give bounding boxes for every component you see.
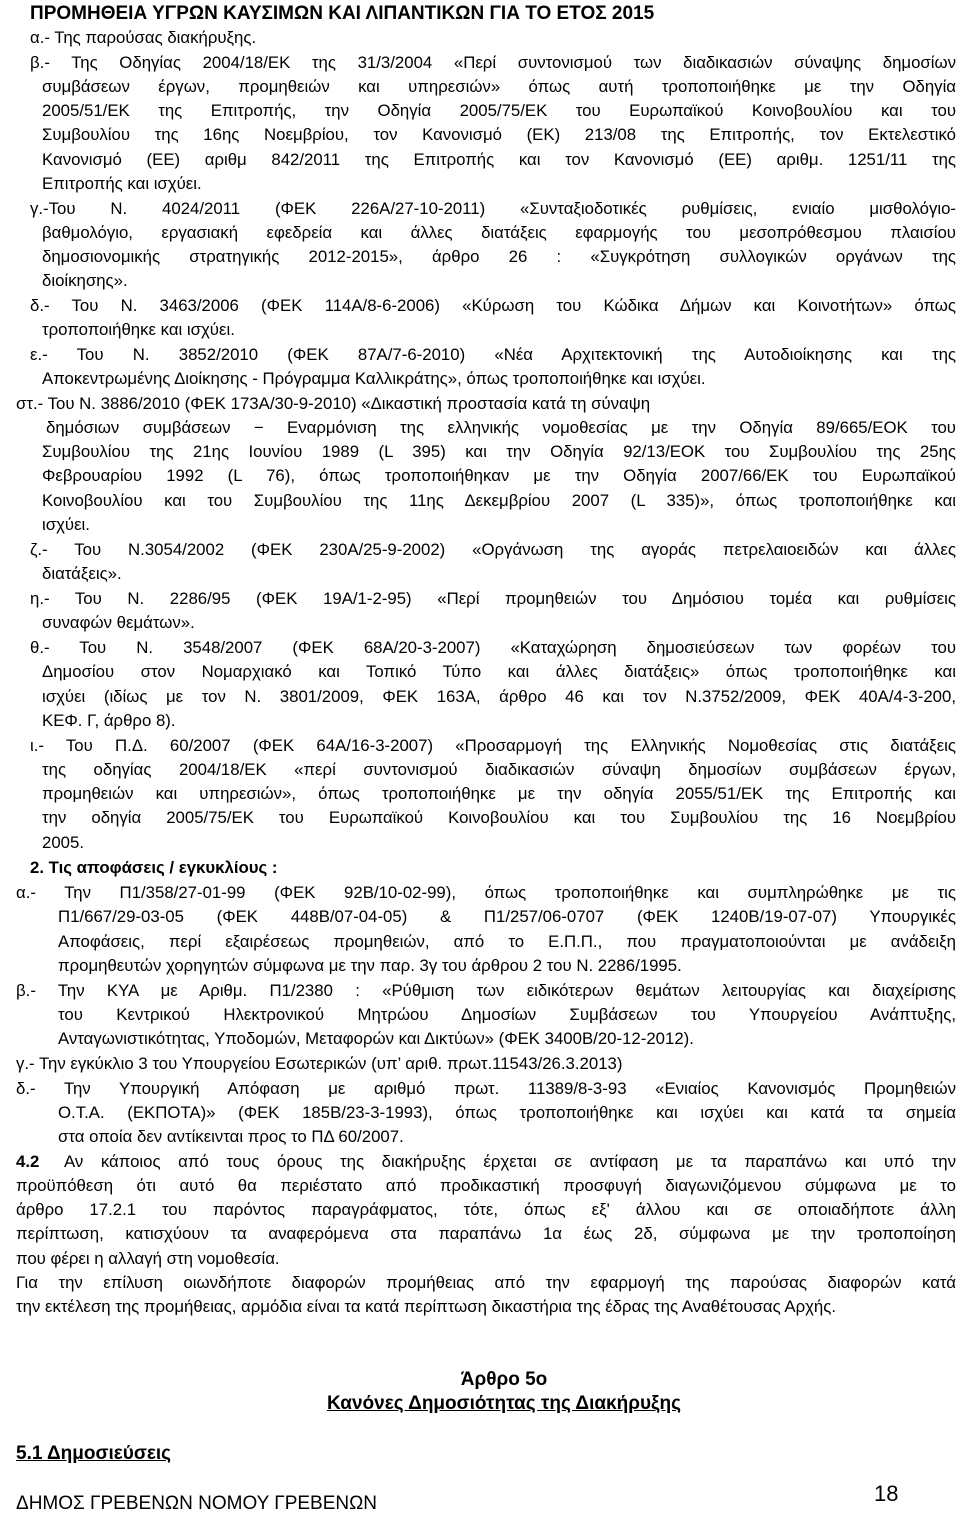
page-number: 18 <box>874 1481 899 1506</box>
page-header-title: ΠΡΟΜΗΘΕΙΑ ΥΓΡΩΝ ΚΑΥΣΙΜΩΝ ΚΑΙ ΛΙΠΑΝΤΙΚΩΝ ΓΙΑ ΤΟ ΕΤΟΣ 2015 <box>30 3 655 24</box>
clause-th-line-3: ισχύει (ιδίως με τον Ν. 3801/2009, ΦΕΚ 163Α, άρθρο 46 και τον Ν.3752/2009, ΦΕΚ 40Α/4-3-200, <box>42 687 956 706</box>
clause-st-line-6: ισχύει. <box>42 515 90 534</box>
dispute-line-2: την εκτέλεση της προμήθειας, αρμόδια είναι τα κατά περίπτωση δικαστήρια της έδρας της Αναθέτουσας Αρχής. <box>16 1297 837 1316</box>
clause-st-line-4: Φεβρουαρίου 1992 (L 76), όπως τροποποιήθηκαν με την Οδηγία 2007/66/ΕΚ του Ευρωπαϊκού <box>42 466 956 485</box>
decision-a-line-3: Αποφάσεις, περί εξαιρέσεως προμηθειών, από το Ε.Π.Π., που πραγματοποιούνται με ανάδειξη <box>58 932 956 951</box>
clause-h-line-2: συναφών θεμάτων». <box>42 613 195 632</box>
dispute-line-1: Για την επίλυση οιωνδήποτε διαφορών πρoμήθειας από την εφαρμογή της παρούσας διαφορών κατά <box>16 1273 956 1292</box>
clause-d-line-1: δ.- Του Ν. 3463/2006 (ΦΕΚ 114Α/8-6-2006) «Κύρωση του Κώδικα Δήμων και Κοινοτήτων» όπως <box>30 296 956 315</box>
clause-st-line-3: Συμβουλίου της 21ης Ιουνίου 1989 (L 395) και την Οδηγία 92/13/ΕΟΚ του Συμβουλίου της 25ης <box>42 442 956 461</box>
clause-i-line-2: της οδηγίας 2004/18/ΕΚ «περί συντονισμού διαδικασιών σύναψη δημοσίων συμβάσεων έργων, <box>42 760 956 779</box>
clause-i-line-4: την οδηγία 2005/75/ΕΚ του Ευρωπαϊκού Κοινοβουλίου και του Συμβουλίου της 16 Νοεμβρίου <box>42 808 956 827</box>
para-4-2-line-2: προϋπόθεση ότι αυτό θα περιέστατο από προδικαστική προσφυγή διαγωνιζόμενου σύμφωνα με το <box>16 1176 956 1195</box>
clause-th-line-1: θ.- Του Ν. 3548/2007 (ΦΕΚ 68Α/20-3-2007) «Καταχώρηση δημοσιεύσεων των φορέων του <box>30 638 956 657</box>
para-4-2-number: 4.2 <box>16 1152 40 1171</box>
para-4-2-line-4: περίπτωση, κατισχύουν τα αναφερόμενα στα παραπάνω 1α έως 2δ, σύμφωνα με την τροποποίηση <box>16 1224 956 1243</box>
clause-e-line-2: Αποκεντρωμένης Διοίκησης - Πρόγραμμα Καλλικράτης», όπως τροποποιήθηκε και ισχύει. <box>42 369 706 388</box>
clause-b-line-3: 2005/51/ΕΚ της Επιτροπής, την Οδηγία 2005/75/ΕΚ του Ευρωπαϊκού Κοινοβουλίου και του <box>42 101 956 120</box>
decision-b-line-3: Ανταγωνιστικότητας, Υποδομών, Μεταφορών και Δικτύων» (ΦΕΚ 3400Β/20-12-2012). <box>58 1029 694 1048</box>
clause-st-line-5: Κοινοβουλίου και του Συμβουλίου της 11ης Δεκεμβρίου 2007 (L 335)», όπως τροποποιήθηκε και <box>42 491 956 510</box>
decision-g-line-1: γ.- Την εγκύκλιο 3 του Υπουργείου Εσωτερικών (υπ’ αριθ. πρωτ.11543/26.3.2013) <box>16 1054 623 1073</box>
section-5-1-heading: 5.1 Δημοσιεύσεις <box>16 1443 172 1464</box>
clause-g-line-1: γ.-Του Ν. 4024/2011 (ΦΕΚ 226Α/27-10-2011) «Συνταξιοδοτικές ρυθμίσεις, ενιαίο μισθολόγιο- <box>30 199 956 218</box>
clause-b-line-5: Κανονισμό (ΕΕ) αριθμ 842/2011 της Επιτροπής και τον Κανονισμό (ΕΕ) αριθμ. 1251/11 της <box>42 150 956 169</box>
decision-a-line-1: α.- Την Π1/358/27-01-99 (ΦΕΚ 92Β/10-02-99), όπως τροποποιήθηκε και συμπληρώθηκε με τις <box>16 883 956 902</box>
clause-th-line-4: ΚΕΦ. Γ, άρθρο 8). <box>42 711 176 730</box>
section-2-heading: 2. Τις αποφάσεις / εγκυκλίους : <box>30 858 278 877</box>
para-4-2-line-5: που φέρει η αλλαγή στη νομοθεσία. <box>16 1249 280 1268</box>
decision-d-line-2: Ο.Τ.Α. (ΕΚΠΟΤΑ)» (ΦΕΚ 185Β/23-3-1993), όπως τροποποιήθηκε και ισχύει και κατά τα σημεία <box>58 1103 956 1122</box>
clause-g-line-4: διοίκησης». <box>42 271 128 290</box>
clause-g-line-2: βαθμολόγιο, εργασιακή εφεδρεία και άλλες διατάξεις εφαρμογής του μεσοπρόθεσμου πλαισίου <box>42 223 956 242</box>
para-4-2-line-3: άρθρο 17.2.1 του παρόντος παραγράφματος, τότε, όπως εξ' άλλου και σε οποιαδήποτε άλλη <box>16 1200 956 1219</box>
clause-b-line-1: β.- Της Οδηγίας 2004/18/ΕΚ της 31/3/2004 «Περί συντονισμού των διαδικασιών σύναψης δημοσίων <box>30 53 956 72</box>
clause-g-line-3: δημοσιονομικής στρατηγικής 2012-2015», άρθρο 26 : «Συγκρότηση συλλογικών οργάνων της <box>42 247 956 266</box>
article-number: Άρθρο 5ο <box>460 1369 548 1390</box>
clause-z-line-2: διατάξεις». <box>42 564 122 583</box>
clause-i-line-5: 2005. <box>42 833 84 852</box>
clause-a-line-1: α.- Της παρούσας διακήρυξης. <box>30 28 257 47</box>
decision-d-line-1: δ.- Την Υπουργική Απόφαση με αριθμό πρωτ. 11389/8-3-93 «Ενιαίος Κανονισμός Προμηθειών <box>16 1079 956 1098</box>
clause-b-line-2: συμβάσεων έργων, προμηθειών και υπηρεσιών» όπως αυτή τροποποιήθηκε με την Οδηγία <box>42 77 956 96</box>
decision-d-line-3: στα οποία δεν αντίκεινται προς το ΠΔ 60/2007. <box>58 1127 404 1146</box>
decision-b-line-2: του Κεντρικού Ηλεκτρονικού Μητρώου Δημοσίων Συμβάσεων του Υπουργείου Ανάπτυξης, <box>58 1005 956 1024</box>
clause-i-line-1: ι.- Του Π.Δ. 60/2007 (ΦΕΚ 64Α/16-3-2007) «Προσαρμογή της Ελληνικής Νομοθεσίας στις διατάξεις <box>30 736 956 755</box>
clause-e-line-1: ε.- Του Ν. 3852/2010 (ΦΕΚ 87Α/7-6-2010) «Νέα Αρχιτεκτονική της Αυτοδιοίκησης και της <box>30 345 956 364</box>
article-title: Κανόνες Δημοσιότητας της Διακήρυξης <box>326 1393 681 1414</box>
decision-b-line-1: β.- Την ΚΥΑ με Αριθμ. Π1/2380 : «Ρύθμιση των ειδικότερων θεμάτων λειτουργίας και διαχείρισης <box>16 981 956 1000</box>
para-4-2-line-1: Αν κάποιος από τους όρους της διακήρυξης έρχεται σε αντίφαση με τα παραπάνω και υπό την <box>64 1152 956 1171</box>
footer-organization: ΔΗΜΟΣ ΓΡΕΒΕΝΩΝ ΝΟΜΟΥ ΓΡΕΒΕΝΩΝ <box>16 1493 378 1514</box>
clause-st-line-2: δημόσιων συμβάσεων − Εναρμόνιση της ελληνικής νομοθεσίας με την Οδηγία 89/665/ΕΟΚ του <box>46 418 956 437</box>
clause-i-line-3: προμηθειών και υπηρεσιών», όπως τροποποιήθηκε με την οδηγία 2055/51/ΕΚ της Επιτροπής και <box>42 784 956 803</box>
decision-a-line-4: πρoμηθευτών χορηγητών σύμφωνα με την παρ. 3γ του άρθρου 2 του Ν. 2286/1995. <box>58 956 682 975</box>
clause-b-line-4: Συμβουλίου της 16ης Νοεμβρίου, τον Κανονισμό (ΕΚ) 213/08 της Επιτροπής, τον Εκτελεστικό <box>42 125 956 144</box>
decision-a-line-2: Π1/667/29-03-05 (ΦΕΚ 448Β/07-04-05) & Π1/257/06-0707 (ΦΕΚ 1240Β/19-07-07) Υπουργικές <box>58 907 956 926</box>
clause-th-line-2: Δημοσίου στον Νομαρχιακό και Τοπικό Τύπο και άλλες διατάξεις» όπως τροποποιήθηκε και <box>42 662 956 681</box>
clause-z-line-1: ζ.- Του Ν.3054/2002 (ΦΕΚ 230Α/25-9-2002) «Οργάνωση της αγοράς πετρελαιοειδών και άλλες <box>30 540 956 559</box>
clause-d-line-2: τροποποιήθηκε και ισχύει. <box>42 320 235 339</box>
clause-h-line-1: η.- Του Ν. 2286/95 (ΦΕΚ 19Α/1-2-95) «Περί προμηθειών του Δημόσιου τομέα και ρυθμίσεις <box>30 589 956 608</box>
clause-b-line-6: Επιτροπής και ισχύει. <box>42 174 202 193</box>
clause-st-line-1: στ.- Του Ν. 3886/2010 (ΦΕΚ 173Α/30-9-2010) «Δικαστική προστασία κατά τη σύναψη <box>16 394 651 413</box>
